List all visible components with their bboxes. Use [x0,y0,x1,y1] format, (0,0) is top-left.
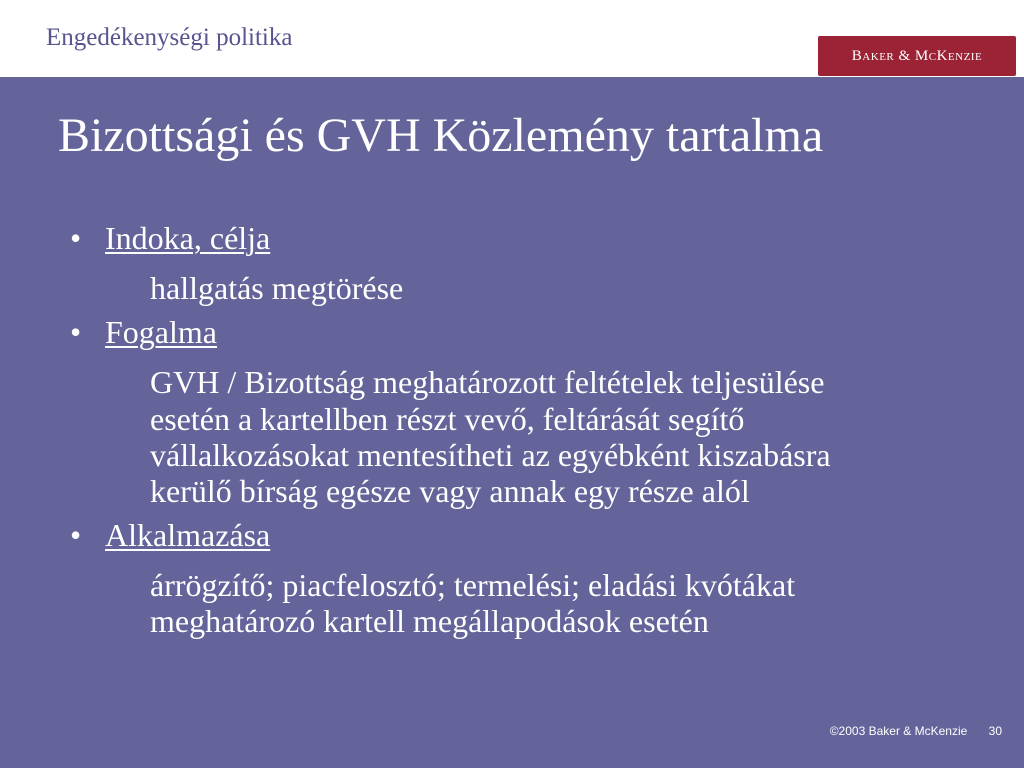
bullet-item [70,517,1010,553]
bullet-label-link[interactable]: Indoka, célja [105,220,271,256]
body-line: kerülő bírság egésze vagy annak egy része alól [150,472,750,509]
bullet-list [70,220,1010,648]
body-line: meghatározó kartell megállapodások esetén [150,603,709,640]
baker-mckenzie-logo [818,36,1016,76]
bullet-body [150,567,1010,639]
bullet-icon: • [70,220,82,256]
bullet-item [70,314,1010,350]
bullet-item [70,220,1010,256]
slide-footer [830,724,1002,738]
body-line: GVH / Bizottság meghatározott feltételek teljesülése [150,364,825,401]
logo-text: Baker & McKenzie [851,47,983,64]
slide-title: Bizottsági és GVH Közlemény tartalma [58,109,824,162]
header-band [0,0,1024,77]
body-line: esetén a kartellben részt vevő, feltárását segítő [150,400,745,437]
page-number: 30 [988,724,1002,738]
bullet-label-link[interactable]: Alkalmazása [105,517,271,554]
copyright-text: ©2003 Baker & McKenzie [829,724,968,738]
bullet-label-link[interactable]: Fogalma [105,314,217,351]
bullet-body [150,270,1010,306]
body-line: vállalkozásokat mentesítheti az egyébként kiszabásra [150,436,831,473]
bullet-icon: • [70,517,82,554]
section-title: Engedékenységi politika [46,24,293,51]
bullet-icon: • [70,314,82,351]
body-line: hallgatás megtörése [150,270,404,307]
bullet-body [150,364,1010,509]
body-line: árrögzítő; piacfelosztó; termelési; eladási kvótákat [150,567,796,604]
